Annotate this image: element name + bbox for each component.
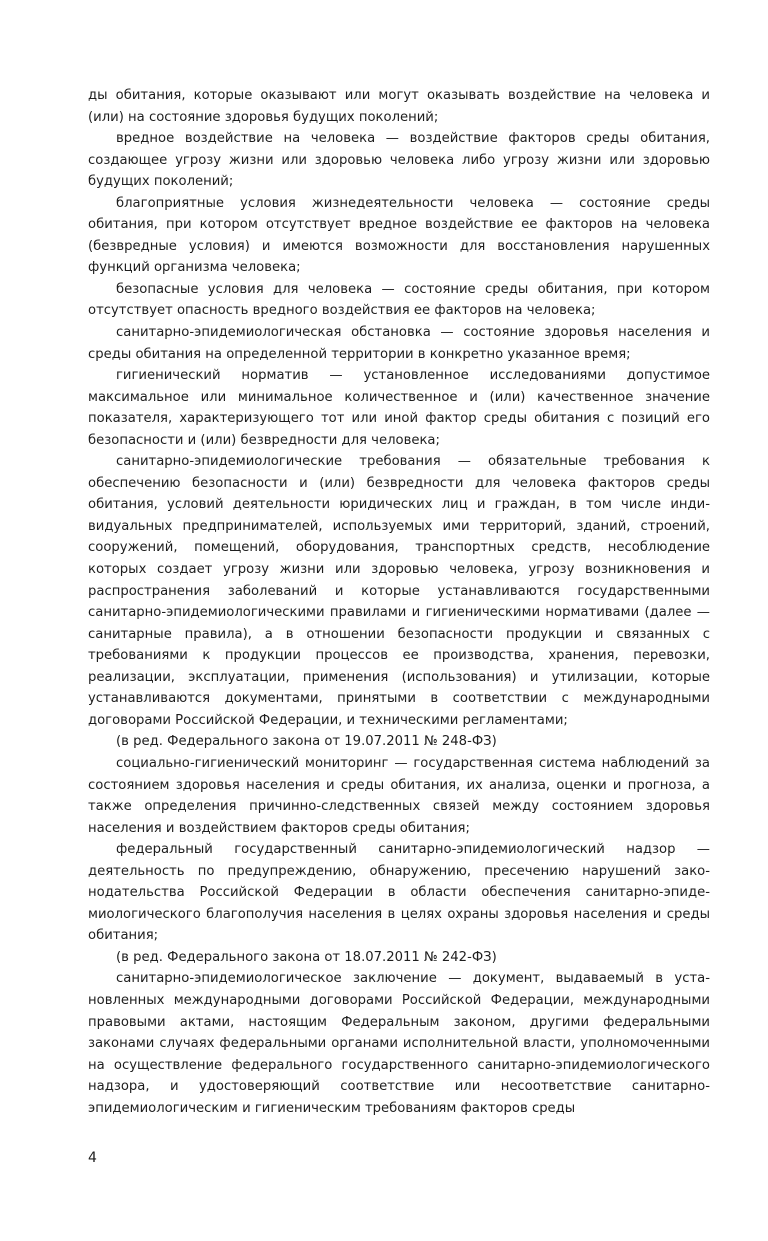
paragraph-safe-conditions: безопасные условия для человека — состояние среды обитания, при котором отсутствует опасность вредного воздействия ее факторов на человека; — [88, 281, 710, 319]
paragraph-amendment-242: (в ред. Федерального закона от 18.07.2011 № 242-ФЗ) — [116, 949, 497, 965]
paragraph-sanitary-conclusion: санитарно-эпидемиологическое заключение — документ, выдаваемый в установленных международными договорами Российской Федерации, международными правовыми актами, настоящим Федеральным законом, другими федеральными законами случаях федеральными органами исполнительной власти, уполномоченными на осуществление федерального государственного санитарно-эпидемиологического надзора, и удостоверяющий соответствие или несоответствие санитарно-эпидемиологическим и гигиеническим требованиям факторов среды — [88, 971, 710, 1116]
page-number: 4 — [88, 1150, 97, 1166]
paragraph-federal-supervision: федеральный государственный санитарно-эпидемиологический надзор — деятельность по предупреждению, обнаружению, пресечению нарушений законодательства Российской Федерации в области обеспечения санитарно-эпидемиологического благополучия населения в целях охраны здоровья населения и среды обитания; — [88, 842, 710, 944]
paragraph-sanitary-situation: санитарно-эпидемиологическая обстановка — состояние здоровья населения и среды обитания на определенной территории в конкретно указанное время; — [88, 325, 710, 362]
page-body — [88, 85, 710, 1119]
paragraph-sanitary-requirements: санитарно-эпидемиологические требования — обязательные требования к обеспечению безопасности и (или) безвредности для человека факторов среды обитания, условий деятельности юридических лиц и граждан, в том числе индивидуальных предпринимателей, используемых ими территорий, зданий, строений, сооружений, помещений, оборудования, транспортных средств, несоблюдение которых создает угрозу жизни или здоровью человека, угрозу возникновения и распространения заболеваний и которые устанавливаются государственными санитарно-эпидемиологическими правилами и гигиеническими нормативами (далее — санитарные правила), а в отношении безопасности продукции и связанных с требованиями к продукции процессов ее производства, хранения, перевозки, реализации, эксплуатации, применения (использования) и утилизации, которые устанавливаются документами, принятыми в соответствии с международными договорами Российской Федерации, и техническими регламентами; — [88, 454, 710, 728]
paragraph-social-monitoring: социально-гигиенический мониторинг — государственная система наблюдений за состоянием здоровья населения и среды обитания, их анализа, оценки и прогноза, а также определения причинно-следственных связей между состоянием здоровья населения и воздействием факторов среды обитания; — [88, 755, 710, 836]
paragraph-harmful-impact: вредное воздействие на человека — воздействие факторов среды обитания, создающее угрозу жизни или здоровью человека либо угрозу жизни или здоровью будущих поколений; — [88, 131, 710, 190]
paragraph-favorable-conditions: благоприятные условия жизнедеятельности человека — состояние среды обитания, при котором отсутствует вредное воздействие ее факторов на человека (безвредные условия) и имеются возможности для восстановления нарушенных функций организма человека; — [88, 195, 710, 276]
paragraph-hygienic-standard: гигиенический норматив — установленное исследованиями допустимое максимальное или минимальное количественное и (или) качественное значение показателя, характеризующего тот или иной фактор среды обитания с позиций его безопасности и (или) безвредности для человека; — [88, 368, 710, 448]
paragraph-amendment-248: (в ред. Федерального закона от 19.07.2011 № 248-ФЗ) — [116, 734, 497, 750]
paragraph-continuation: ды обитания, которые оказывают или могут оказывать воздействие на человека и (или) на состояние здоровья будущих поколений; — [88, 88, 710, 125]
